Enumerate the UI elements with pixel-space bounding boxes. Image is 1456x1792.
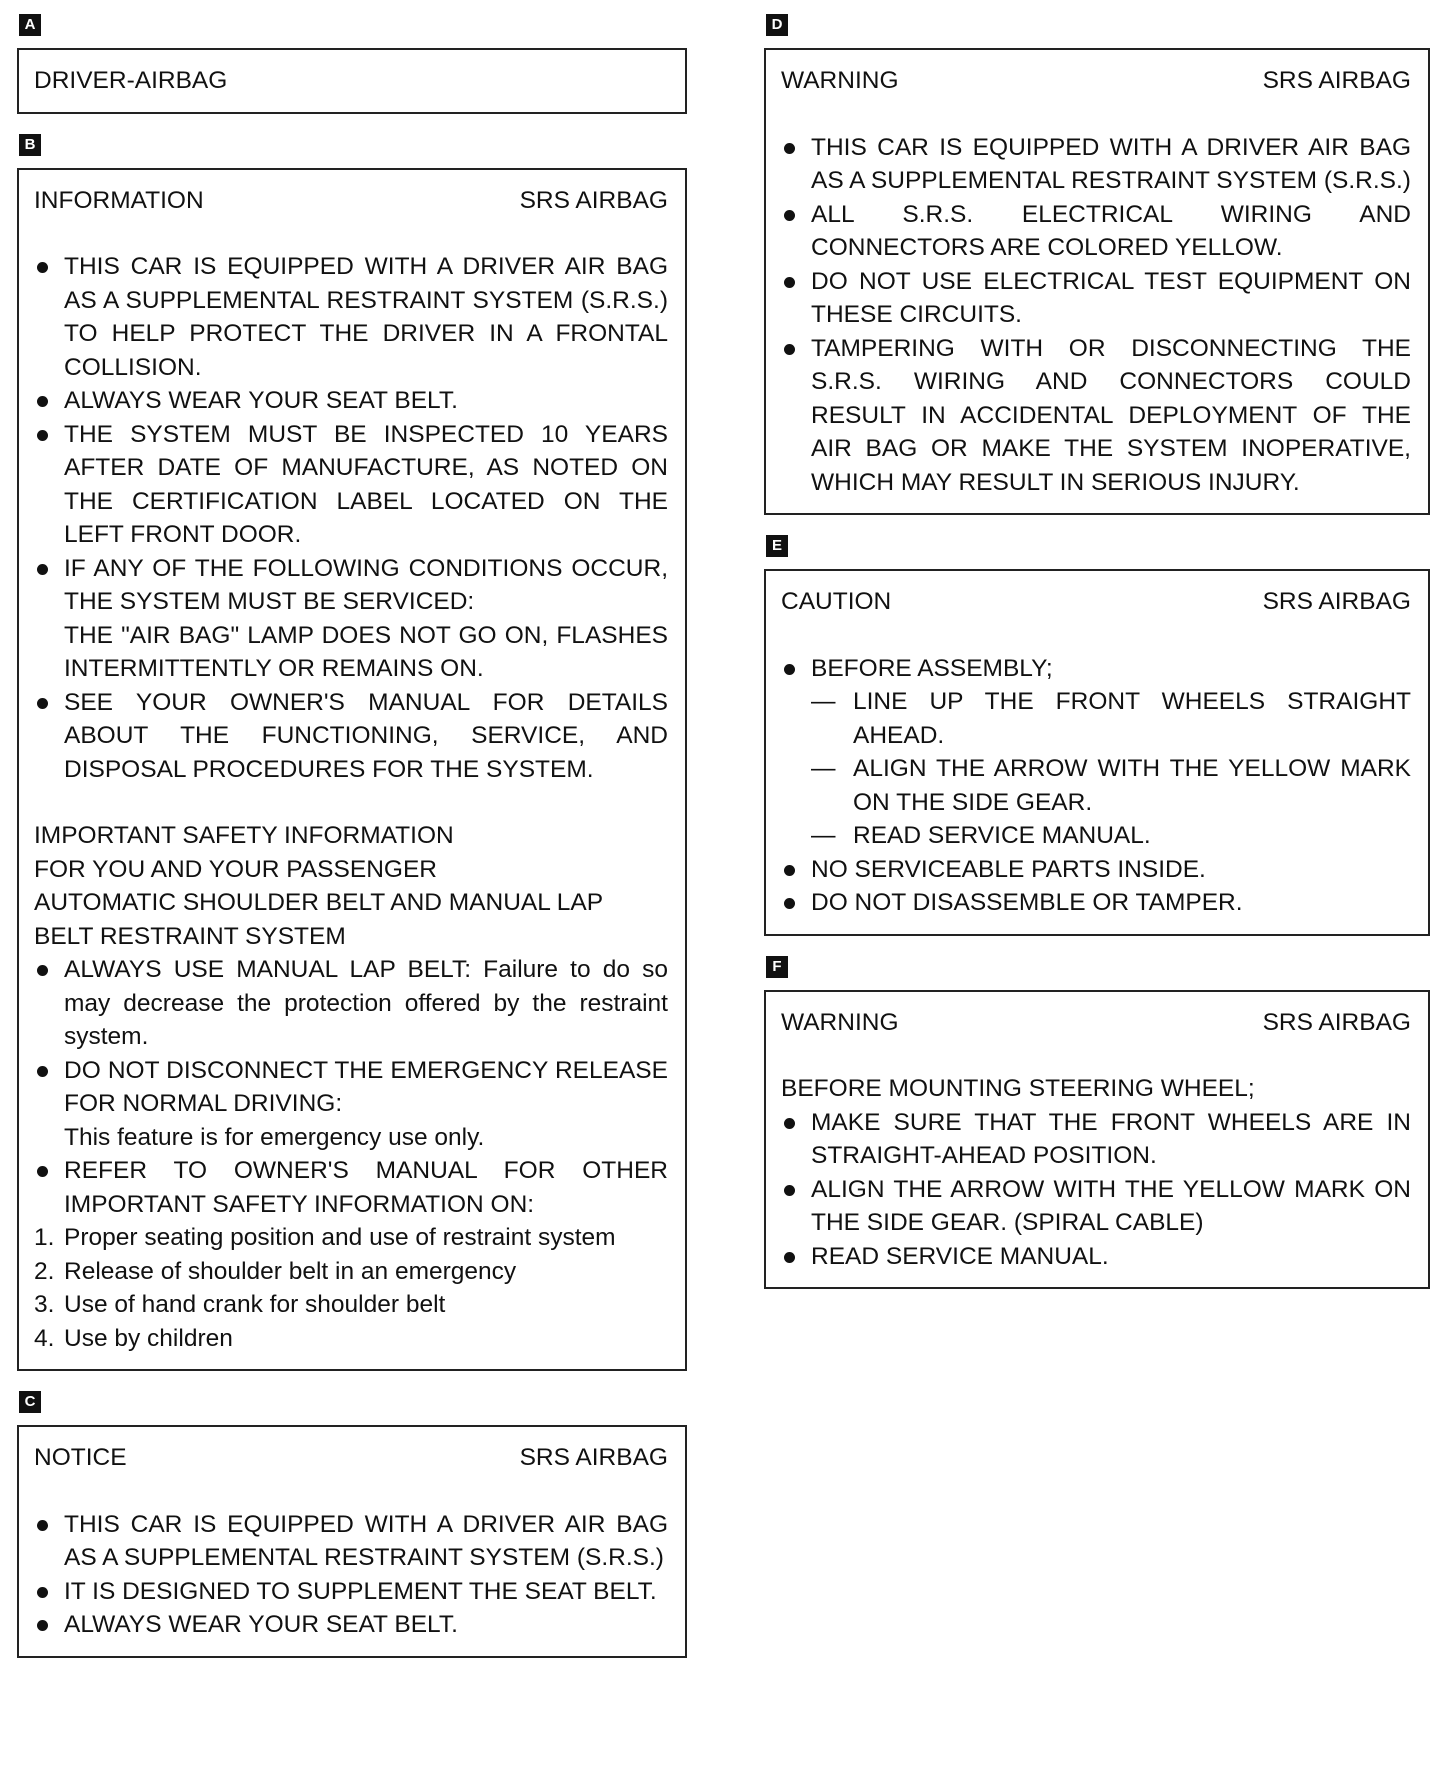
label-header — [781, 585, 1411, 619]
label-title: CAUTION — [781, 588, 892, 615]
left-column — [17, 14, 687, 1678]
label-e-caution — [764, 569, 1430, 936]
bullet-item: MAKE SURE THAT THE FRONT WHEELS ARE IN STRAIGHT-AHEAD POSITION. — [781, 1106, 1411, 1173]
label-title: NOTICE — [34, 1444, 127, 1471]
label-title: DRIVER-AIRBAG — [34, 67, 228, 94]
bullet-list — [34, 250, 668, 786]
dash-item: — ALIGN THE ARROW WITH THE YELLOW MARK ON THE SIDE GEAR. — [811, 752, 1411, 819]
bullet-item — [781, 652, 1411, 686]
label-system: SRS AIRBAG — [1262, 588, 1411, 615]
safety-bullet-list — [34, 953, 668, 1221]
label-b-information — [17, 168, 687, 1372]
bullet-item: DO NOT DISASSEMBLE OR TAMPER. — [781, 886, 1411, 920]
bullet-item — [34, 1054, 668, 1155]
safety-heading-line: FOR YOU AND YOUR PASSENGER — [34, 855, 437, 883]
bullet-item: THIS CAR IS EQUIPPED WITH A DRIVER AIR BAG AS A SUPPLEMENTAL RESTRAINT SYSTEM (S.R.S.) — [34, 1508, 668, 1575]
bullet-item: ALL S.R.S. ELECTRICAL WIRING AND CONNECTORS ARE COLORED YELLOW. — [781, 198, 1411, 265]
safety-heading-line: AUTOMATIC SHOULDER BELT AND MANUAL LAP BELT RESTRAINT SYSTEM — [34, 889, 603, 950]
numbered-item-text: Proper seating position and use of restraint system — [64, 1224, 616, 1251]
bullet-list — [34, 1508, 668, 1642]
bullet-text: BEFORE ASSEMBLY; — [811, 654, 1053, 682]
bullet-item: ALWAYS USE MANUAL LAP BELT: Failure to do so may decrease the protection offered by the restraint system. — [34, 953, 668, 1054]
label-d-warning — [764, 48, 1430, 515]
numbered-item-text: Use of hand crank for shoulder belt — [64, 1291, 446, 1318]
label-tag-a: A — [19, 14, 41, 36]
numbered-item: 4. Use by children — [34, 1322, 668, 1356]
numbered-list — [34, 1221, 668, 1355]
label-system: SRS AIRBAG — [519, 1444, 668, 1471]
dash-item: — READ SERVICE MANUAL. — [811, 819, 1411, 853]
bullet-item: ALIGN THE ARROW WITH THE YELLOW MARK ON THE SIDE GEAR. (SPIRAL CABLE) — [781, 1173, 1411, 1240]
bullet-list — [781, 131, 1411, 500]
dash-list — [781, 685, 1411, 853]
safety-heading-line: IMPORTANT SAFETY INFORMATION — [34, 822, 454, 849]
bullet-item: TAMPERING WITH OR DISCONNECTING THE S.R.S. WIRING AND CONNECTORS COULD RESULT IN ACCIDENTAL DEPLOYMENT OF THE AIR BAG OR MAKE THE SYSTEM INOPERATIVE, WHICH MAY RESULT IN SERIOUS INJURY. — [781, 332, 1411, 500]
label-tag-e: E — [766, 535, 788, 557]
label-header — [34, 184, 668, 218]
bullet-item: SEE YOUR OWNER'S MANUAL FOR DETAILS ABOUT THE FUNCTIONING, SERVICE, AND DISPOSAL PROCEDURES FOR THE SYSTEM. — [34, 686, 668, 787]
label-header — [781, 1006, 1411, 1040]
right-column — [764, 14, 1430, 1309]
bullet-item: REFER TO OWNER'S MANUAL FOR OTHER IMPORTANT SAFETY INFORMATION ON: — [34, 1154, 668, 1221]
bullet-item: NO SERVICEABLE PARTS INSIDE. — [781, 853, 1411, 887]
label-tag-c: C — [19, 1391, 41, 1413]
label-system: SRS AIRBAG — [1262, 67, 1411, 94]
bullet-item: THIS CAR IS EQUIPPED WITH A DRIVER AIR BAG AS A SUPPLEMENTAL RESTRAINT SYSTEM (S.R.S.) — [781, 131, 1411, 198]
bullet-text: DO NOT DISCONNECT THE EMERGENCY RELEASE FOR NORMAL DRIVING: — [64, 1056, 668, 1117]
numbered-item: 2. Release of shoulder belt in an emergency — [34, 1255, 668, 1289]
label-tag-f: F — [766, 956, 788, 978]
bullet-list — [781, 652, 1411, 686]
numbered-item: 1. Proper seating position and use of restraint system — [34, 1221, 668, 1255]
label-f-warning — [764, 990, 1430, 1290]
label-tag-d: D — [766, 14, 788, 36]
numbered-item-text: Use by children — [64, 1324, 233, 1352]
label-a-driver-airbag — [17, 48, 687, 114]
bullet-text: IF ANY OF THE FOLLOWING CONDITIONS OCCUR, THE SYSTEM MUST BE SERVICED: — [64, 554, 668, 615]
bullet-list — [781, 1106, 1411, 1274]
dash-item: — LINE UP THE FRONT WHEELS STRAIGHT AHEAD. — [811, 685, 1411, 752]
label-system: SRS AIRBAG — [1262, 1008, 1411, 1036]
bullet-list — [781, 853, 1411, 920]
numbered-item: 3. Use of hand crank for shoulder belt — [34, 1288, 668, 1322]
label-c-notice — [17, 1425, 687, 1658]
bullet-item: THE SYSTEM MUST BE INSPECTED 10 YEARS AFTER DATE OF MANUFACTURE, AS NOTED ON THE CERTIFICATION LABEL LOCATED ON THE LEFT FRONT DOOR. — [34, 418, 668, 552]
bullet-item: THIS CAR IS EQUIPPED WITH A DRIVER AIR BAG AS A SUPPLEMENTAL RESTRAINT SYSTEM (S.R.S.) TO HELP PROTECT THE DRIVER IN A FRONTAL COLLISION. — [34, 250, 668, 384]
label-title: WARNING — [781, 67, 899, 94]
label-header — [781, 64, 1411, 98]
bullet-extra: THE "AIR BAG" LAMP DOES NOT GO ON, FLASHES INTERMITTENTLY OR REMAINS ON. — [64, 621, 668, 682]
bullet-item — [34, 552, 668, 686]
bullet-extra: This feature is for emergency use only. — [64, 1123, 485, 1151]
label-header — [34, 1441, 668, 1475]
bullet-item: READ SERVICE MANUAL. — [781, 1240, 1411, 1274]
bullet-item: ALWAYS WEAR YOUR SEAT BELT. — [34, 384, 668, 418]
numbered-item-text: Release of shoulder belt in an emergency — [64, 1257, 517, 1285]
bullet-item: ALWAYS WEAR YOUR SEAT BELT. — [34, 1608, 668, 1642]
label-title: INFORMATION — [34, 186, 204, 214]
label-system: SRS AIRBAG — [519, 186, 668, 214]
label-intro: BEFORE MOUNTING STEERING WHEEL; — [781, 1075, 1255, 1102]
bullet-item: DO NOT USE ELECTRICAL TEST EQUIPMENT ON THESE CIRCUITS. — [781, 265, 1411, 332]
bullet-item: IT IS DESIGNED TO SUPPLEMENT THE SEAT BELT. — [34, 1575, 668, 1609]
label-title: WARNING — [781, 1008, 899, 1036]
label-tag-b: B — [19, 134, 41, 156]
